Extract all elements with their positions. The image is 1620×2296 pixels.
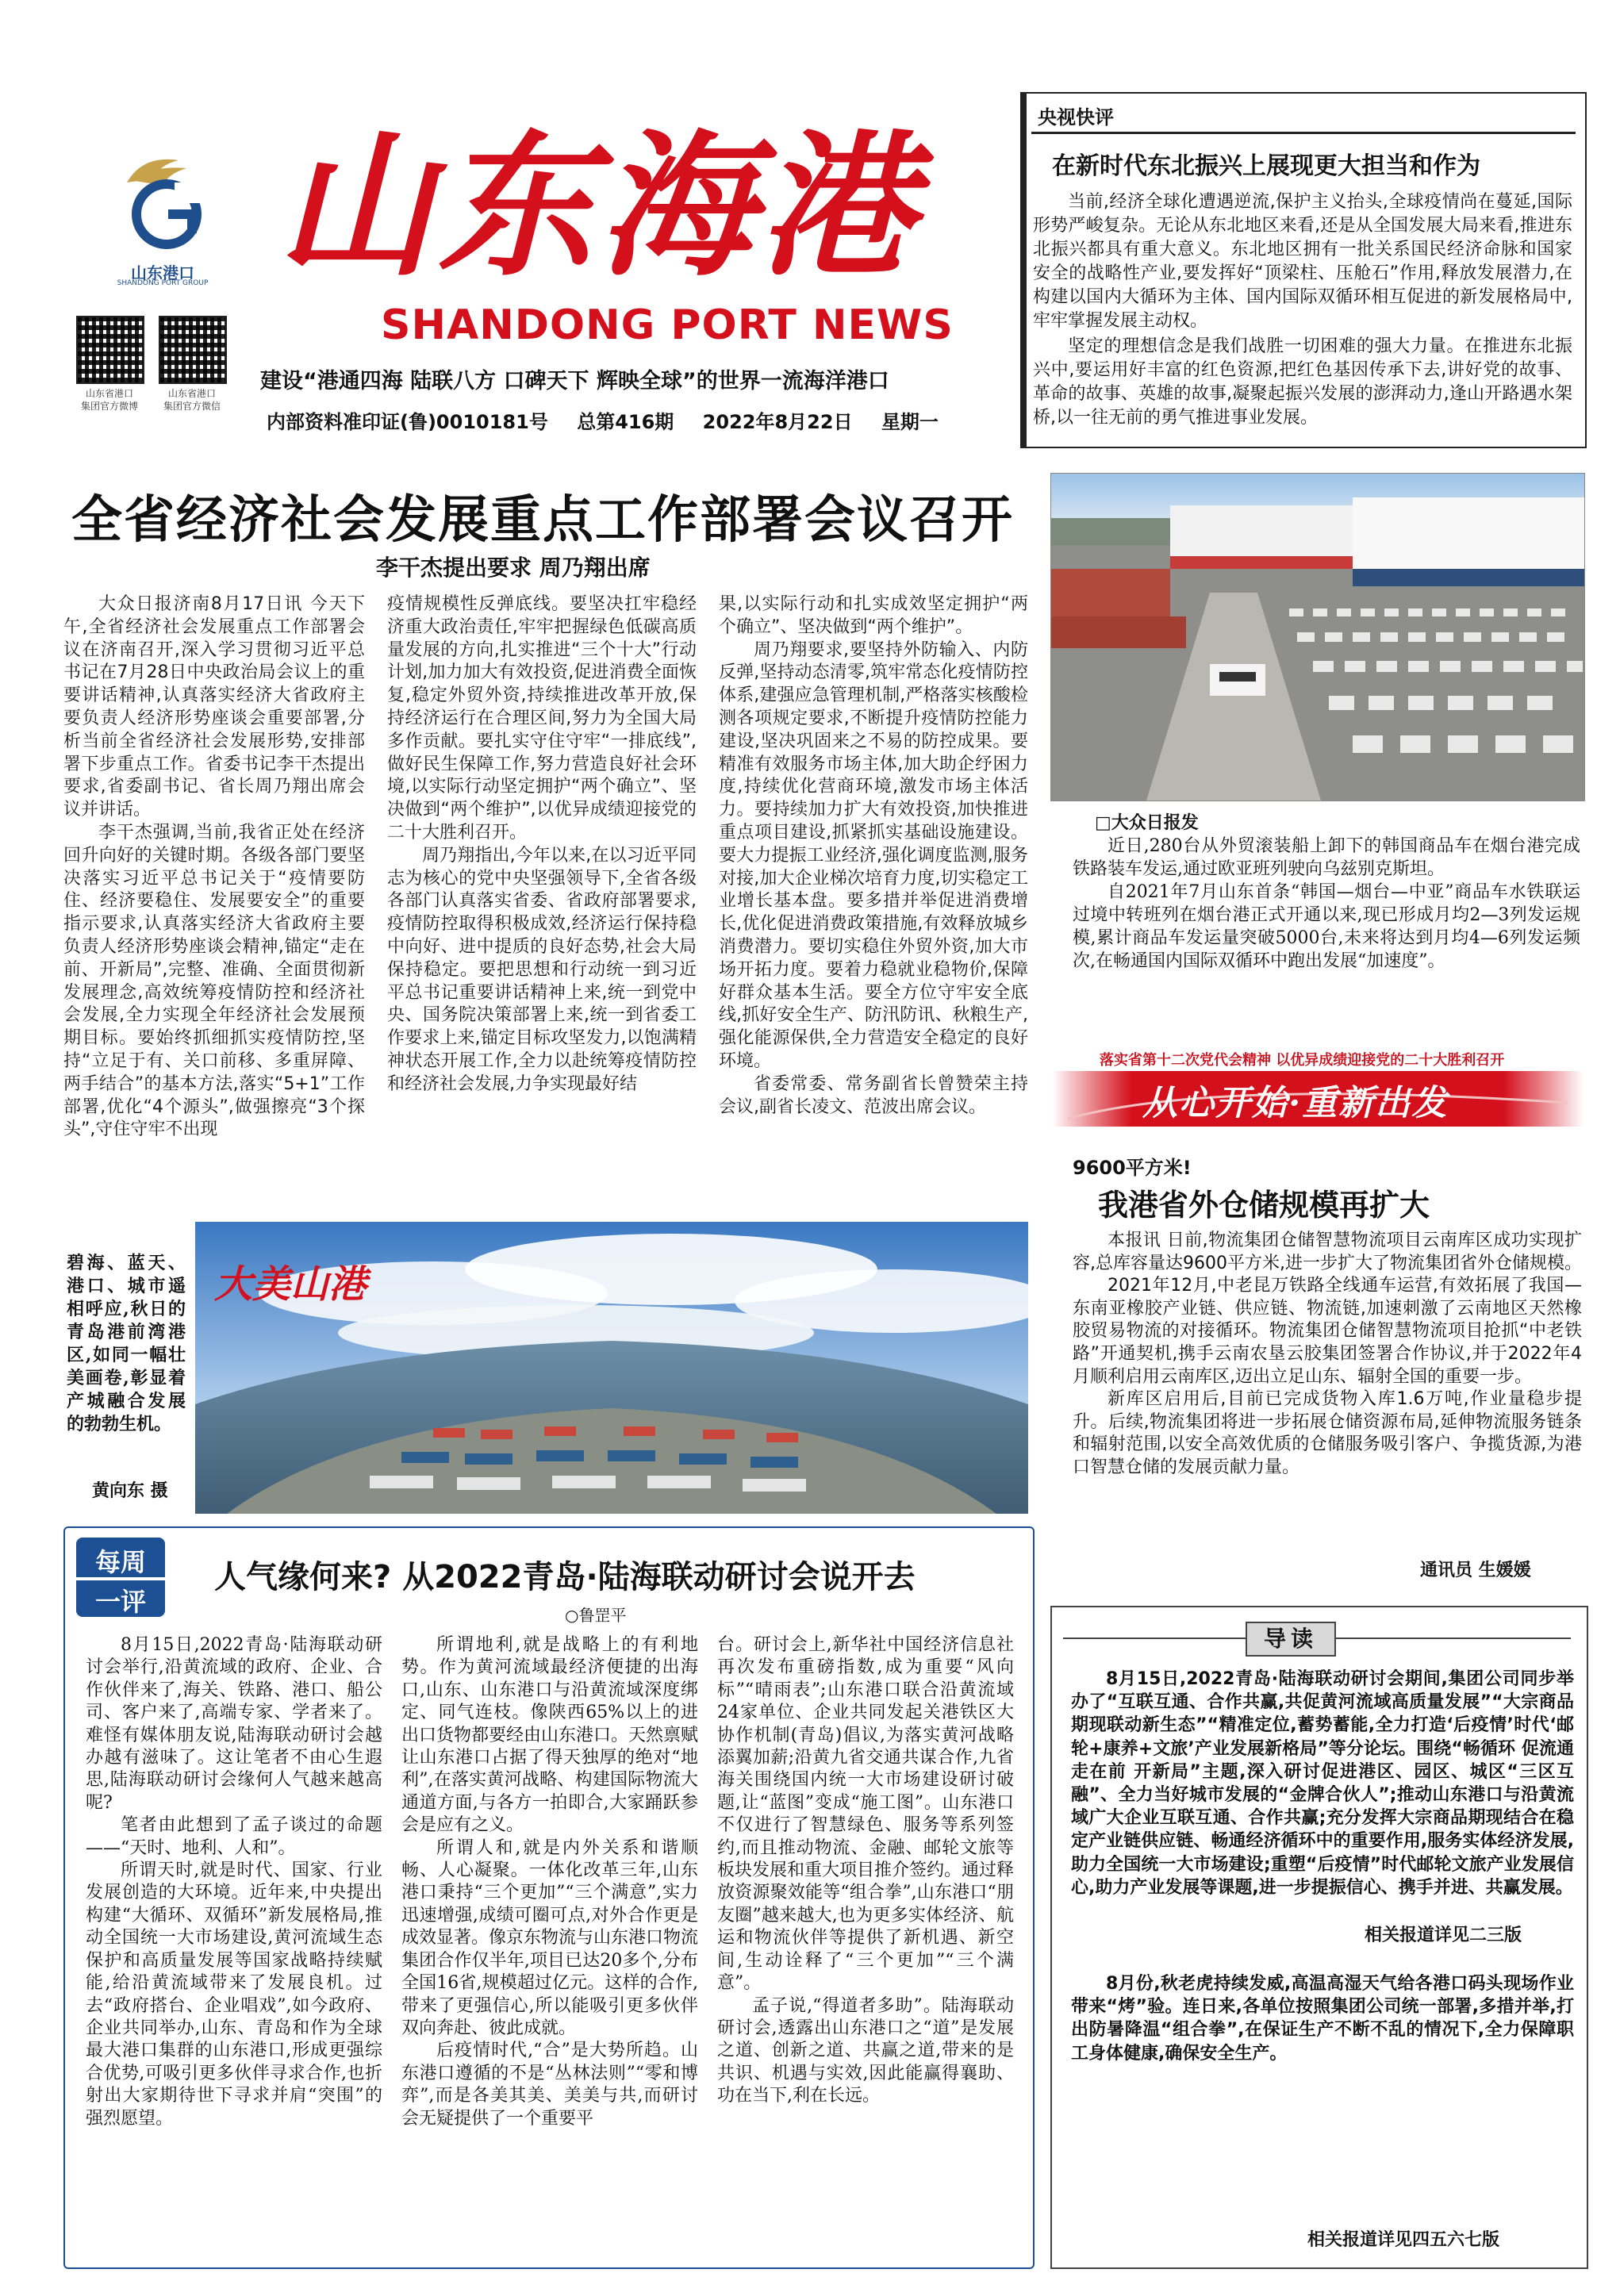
issue-info-line (267, 406, 956, 434)
lead-headline: 全省经济社会发展重点工作部署会议召开 (71, 491, 1014, 550)
port-car-terminal-photo (1050, 473, 1585, 801)
guide-related-link[interactable]: 相关报道详见二三版 (1365, 1925, 1522, 1945)
lead-paragraph: 省委常委、常务副省长曾赞荣主持会议,副省长凌文、范波出席会议。 (719, 1073, 1028, 1117)
review-paragraph: 笔者由此想到了孟子谈过的命题——“天时、地利、人和”。 (86, 1815, 382, 1858)
review-paragraph: 后疫情时代,“合”是大势所趋。山东港口遵循的不是“丛林法则”“零和博弈”,而是各美其美、美美与共,而研讨会无疑提供了一个重要平 (401, 2041, 698, 2129)
lead-subheadline: 李干杰提出要求 周乃翔出席 (376, 555, 651, 581)
warehouse-paragraph: 2021年12月,中老昆万铁路全线通车运营,有效拓展了我国—东南亚橡胶产业链、供应链、物流链,加速刺激了云南地区天然橡胶贸易物流的对接循环。物流集团仓储智慧物流项目抢抓“中老铁路”开通契机,携手云南农垦云胶集团签署合作协议,并于2022年4月顺利启用云南库区,迈出立足山东、辐射全国的重要一步。 (1073, 1276, 1582, 1387)
wechat-qr-code-icon (159, 316, 227, 384)
review-paragraph: 所谓地利,就是战略上的有利地势。作为黄河流域最经济便捷的出海口,山东、山东港口与沿黄流域深度绑定、同气连枝。像陕西65%以上的进出口货物都要经由山东港口。天然禀赋让山东港口占据了得天独厚的绝对“地利”,在落实黄河战略、构建国际物流大通道方面,与各方一拍即合,大家踊跃参会是应有之义。 (401, 1635, 699, 1836)
logo-text: 山东港口 (131, 263, 194, 282)
lead-paragraph: 疫情规模性反弹底线。要坚决扛牢稳经济重大政治责任,牢牢把握绿色低碳高质量发展的方向,扎实推进“三个十大”行动计划,加力加大有效投资,促进消费全面恢复,稳定外贸外资,持续推进改革开放,保持经济运行在合理区间,努力为全国大局多作贡献。要扎实守住守牢“一排底线”,做好民生保障工作,努力营造良好社会环境,以实际行动坚定拥护“两个确立”、坚决做到“两个维护”,以优异成绩迎接党的二十大胜利召开。 (387, 594, 697, 843)
photo-credit: □大众日报发 (1095, 813, 1199, 833)
shandong-port-logo-icon (111, 151, 214, 254)
commentary-divider (1031, 132, 1576, 134)
panorama-caption: 碧海、蓝天、港口、城市遥相呼应,秋日的青岛港前湾港区,如同一幅壮美画卷,彰显着产城融合发展的勃勃生机。 (67, 1253, 186, 1434)
guide-paragraph (1071, 1668, 1574, 1899)
issue-weekday: 星期一 (881, 411, 939, 433)
commentary-tag: 央视快评 (1038, 106, 1114, 129)
weibo-qr-code-icon (76, 316, 144, 384)
qr-caption-wechat: 山东省港口 集团官方微信 (163, 388, 221, 412)
review-paragraph: 孟子说,“得道者多助”。陆海联动研讨会,透露出山东港口之“道”是发展之道、创新之道、共赢之道,带来的是共识、机遇与实效,因此能赢得襄助、功在当下,利在长远。 (717, 1995, 1014, 2106)
review-badge-bottom: 一评 (94, 1587, 146, 1617)
issue-number: 总第416期 (577, 411, 674, 433)
review-headline: 人气缘何来? 从2022青岛·陆海联动研讨会说开去 (214, 1559, 916, 1595)
lead-column-1 (63, 593, 365, 1142)
review-column-2 (401, 1634, 698, 2130)
review-badge-top: 每周 (94, 1547, 146, 1577)
guide-paragraph-text: 8月15日,2022青岛·陆海联动研讨会期间,集团公司同步举办了“互联互通、合作共赢,共促黄河流域高质量发展”“大宗商品期现联动新生态”“精准定位,蓄势蓄能,全力打造‘后疫情’时代‘邮轮+康养+文旅’产业发展新格局”等分论坛。围绕“畅循环 促流通 走在前 开新局”主题,深入研讨促进港区、园区、城区“三区互融”、全力当好城市发展的“金牌合伙人”;推动山东港口与沿黄流域广大企业互联互通、合作共赢;充分发挥大宗商品期现结合在稳定产业链供应链、畅通经济循环中的重要作用,服务实体经济发展,助力全国统一大市场建设;重塑“后疫情”时代邮轮文旅产业发展信心,助力产业发展等课题,进一步提振信心、携手并进、共赢发展。 (1071, 1669, 1574, 1898)
warehouse-body (1073, 1230, 1582, 1480)
masthead-slogan: 建设“港通四海 陆联八方 口碑天下 辉映全球”的世界一流海洋港口 (260, 369, 889, 394)
lead-paragraph: 大众日报济南8月17日讯 今天下午,全省经济社会发展重点工作部署会议在济南召开,深入学习贯彻习近平总书记在7月28日中央政治局会议上的重要讲话精神,认真落实经济大省政府主要负责人经济形势座谈会重要部署,分析当前全省经济社会发展形势,安排部署下步重点工作。省委书记李干杰提出要求,省委副书记、省长周乃翔出席会议并讲话。 (63, 594, 365, 820)
photo-caption: 自2021年7月山东首条“韩国—烟台—中亚”商品车水铁联运过境中转班列在烟台港正式开通以来,现已形成月均2—3列发运规模,累计商品车发运量突破5000台,未来将达到月均4—6列发运频次,在畅通国内国际双循环中跑出发展“加速度”。 (1073, 882, 1580, 971)
guide-paragraph (1071, 1972, 1574, 2065)
review-paragraph: 8月15日,2022青岛·陆海联动研讨会举行,沿黄流域的政府、企业、合作伙伴来了,海关、铁路、港口、船公司、客户来了,高端专家、学者来了。难怪有媒体朋友说,陆海联动研讨会越办越有滋味了。这让笔者不由心生遐思,陆海联动研讨会缘何人气越来越高呢? (86, 1635, 382, 1813)
warehouse-paragraph: 新库区启用后,目前已完成货物入库1.6万吨,作业量稳步提升。后续,物流集团将进一步拓展仓储资源布局,延伸物流服务链条和辐射范围,以安全高效优质的仓储服务吸引客户、争揽货源,为港口智慧仓储的发展贡献力量。 (1073, 1389, 1582, 1477)
guide-related-link[interactable]: 相关报道详见四五六七版 (1307, 2230, 1500, 2250)
review-paragraph: 所谓人和,就是内外关系和谐顺畅、人心凝聚。一体化改革三年,山东港口秉持“三个更加”“三个满意”,实力迅速增强,成绩可圈可点,对外合作更是成效显著。像京东物流与山东港口物流集团合作仅半年,项目已达20多个,分布全国16省,规模超过亿元。这样的合作,带来了更强信心,所以能吸引更多伙伴双向奔赴、彼此成就。 (401, 1837, 699, 2038)
warehouse-headline: 我港省外仓储规模再扩大 (1098, 1188, 1430, 1223)
logo-subtext: SHANDONG PORT GROUP (117, 279, 209, 287)
lead-column-3 (719, 593, 1028, 1119)
guide-paragraph-text: 8月份,秋老虎持续发威,高温高湿天气给各港口码头现场作业带来“烤”验。连日来,各单位按照集团公司统一部署,多措并举,打出防暑降温“组合拳”,在保证生产不断不乱的情况下,全力保障职工身体健康,确保安全生产。 (1071, 1974, 1574, 2064)
panorama-calligraphy: 大美山港 (214, 1262, 367, 1307)
banner-title: 从心开始·重新出发 (1142, 1083, 1449, 1123)
commentary-paragraph: 当前,经济全球化遭遇逆流,保护主义抬头,全球疫情尚在蔓延,国际形势严峻复杂。无论从东北地区来看,还是从全国发展大局来看,推进东北振兴都具有重大意义。东北地区拥有一批关系国民经济命脉和国家安全的战略性产业,要发挥好“顶梁柱、压舱石”作用,释放发展潜力,在构建以国内大循环为主体、国内国际双循环相互促进的新发展格局中,牢牢掌握发展主动权。 (1033, 192, 1572, 331)
warehouse-kicker: 9600平方米! (1073, 1157, 1192, 1179)
review-column-3 (717, 1634, 1014, 2108)
review-author: ○鲁罡平 (565, 1606, 627, 1625)
review-paragraph: 台。研讨会上,新华社中国经济信息社再次发布重磅指数,成为重要“风向标”“晴雨表”;山东港口联合沿黄流域24家单位、企业共同发起关港铁区大协作机制(青岛)倡议,为落实黄河战略添翼加薪;沿黄九省交通共谋合作,九省海关围绕国内统一大市场建设研讨破题,让“蓝图”变成“施工图”。山东港口不仅进行了智慧绿色、服务等系列签约,而且推动物流、金融、邮轮文旅等板块发展和重大项目推介签约。通过释放资源聚效能等“组合拳”,山东港口“朋友圈”越来越大,也为更多实体经济、航运和物流伙伴等提供了新机遇、新空间,生动诠释了“三个更加”“三个满意”。 (717, 1635, 1015, 1994)
masthead-title: 山东海港 (278, 115, 919, 298)
guide-heading: 导读 (1246, 1622, 1336, 1657)
banner-subtitle: 落实省第十二次党代会精神 以优异成绩迎接党的二十大胜利召开 (1100, 1052, 1505, 1069)
warehouse-paragraph: 本报讯 日前,物流集团仓储智慧物流项目云南库区成功实现扩容,总库容量达9600平方米,进一步扩大了物流集团省外仓储规模。 (1073, 1231, 1582, 1273)
lead-paragraph: 果,以实际行动和扎实成效坚定拥护“两个确立”、坚决做到“两个维护”。 (719, 594, 1028, 637)
issue-date: 2022年8月22日 (702, 411, 853, 433)
panorama-credit: 黄向东 摄 (92, 1481, 168, 1501)
lead-column-2 (387, 593, 697, 1096)
lead-paragraph: 周乃翔要求,要坚持外防输入、内防反弹,坚持动态清零,筑牢常态化疫情防控体系,建强应急管理机制,严格落实核酸检测各项规定要求,不断提升疫情防控能力建设,坚决巩固来之不易的防控成果。要精准有效服务市场主体,加大助企纾困力度,持续优化营商环境,激发市场主体活力。要持续加力扩大有效投资,加快推进重点项目建设,抓紧抓实基础设施建设。要大力提振工业经济,强化调度监测,服务对接,加大企业梯次培育力度,切实稳定工业增长基本盘。要多措并举促进消费增长,优化促进消费政策措施,有效释放城乡消费潜力。要切实稳住外贸外资,加大市场开拓力度。要着力稳就业稳物价,保障好群众基本生活。要全方位守牢安全底线,抓好安全生产、防汛防讯、秋粮生产,强化能源保供,全力营造安全稳定的良好环境。 (719, 639, 1028, 1071)
review-paragraph: 所谓天时,就是时代、国家、行业发展创造的大环境。近年来,中央提出构建“大循环、双循环”新发展格局,推动全国统一大市场建设,黄河流域生态保护和高质量发展等国家战略持续赋能,给沿黄流域带来了发展良机。过去“政府搭台、企业唱戏”,如今政府、企业共同举办,山东、青岛和作为全球最大港口集群的山东港口,形成更强综合优势,可吸引更多伙伴寻求合作,也折射出大家期待世下寻求并肩“突围”的强烈愿望。 (86, 1860, 382, 2129)
photo-caption: 近日,280台从外贸滚装船上卸下的韩国商品车在烟台港完成铁路装车发运,通过欧亚班列驶向乌兹别克斯坦。 (1073, 836, 1580, 879)
issue-permit: 内部资料准印证(鲁)0010181号 (267, 411, 548, 433)
warehouse-byline: 通讯员 生媛媛 (1420, 1561, 1531, 1580)
qr-caption-weibo: 山东省港口 集团官方微博 (80, 388, 138, 412)
masthead-english-title: SHANDONG PORT NEWS (381, 301, 954, 349)
lead-paragraph: 周乃翔指出,今年以来,在以习近平同志为核心的党中央坚强领导下,全省各级各部门认真落实省委、省政府部署要求,疫情防控取得积极成效,经济运行保持稳中向好、进中提质的良好态势,社会大局保持稳定。要把思想和行动统一到习近平总书记重要讲话精神上来,统一到党中央、国务院决策部署上来,统一到省委工作要求上来,锚定目标攻坚发力,以饱满精神状态开展工作,全力以赴统筹疫情防控和经济社会发展,力争实现最好结 (387, 845, 697, 1094)
commentary-title: 在新时代东北振兴上展现更大担当和作为 (1052, 152, 1480, 180)
commentary-paragraph: 坚定的理想信念是我们战胜一切困难的强大力量。在推进东北振兴中,要运用好丰富的红色资源,把红色基因传承下去,讲好党的故事、革命的故事、英雄的故事,凝聚起振兴发展的澎湃动力,逢山开路遇水架桥,以一往无前的勇气推进事业发展。 (1033, 336, 1572, 428)
review-column-1 (86, 1634, 382, 2130)
lead-paragraph: 李干杰强调,当前,我省正处在经济回升向好的关键时期。各级各部门要坚决落实习近平总书记关于“疫情要防住、经济要稳住、发展要安全”的重要指示要求,认真落实经济大省政府主要负责人经济形势座谈会精神,锚定“走在前、开新局”,完整、准确、全面贯彻新发展理念,高效统筹疫情防控和经济社会发展,全力实现全年经济社会发展预期目标。要始终抓细抓实疫情防控,坚持“立足于有、关口前移、多重屏障、两手结合”的基本方法,落实“5+1”工作部署,优化“4个源头”,做强擦亮“3个探头”,守住守牢不出现 (63, 822, 365, 1140)
